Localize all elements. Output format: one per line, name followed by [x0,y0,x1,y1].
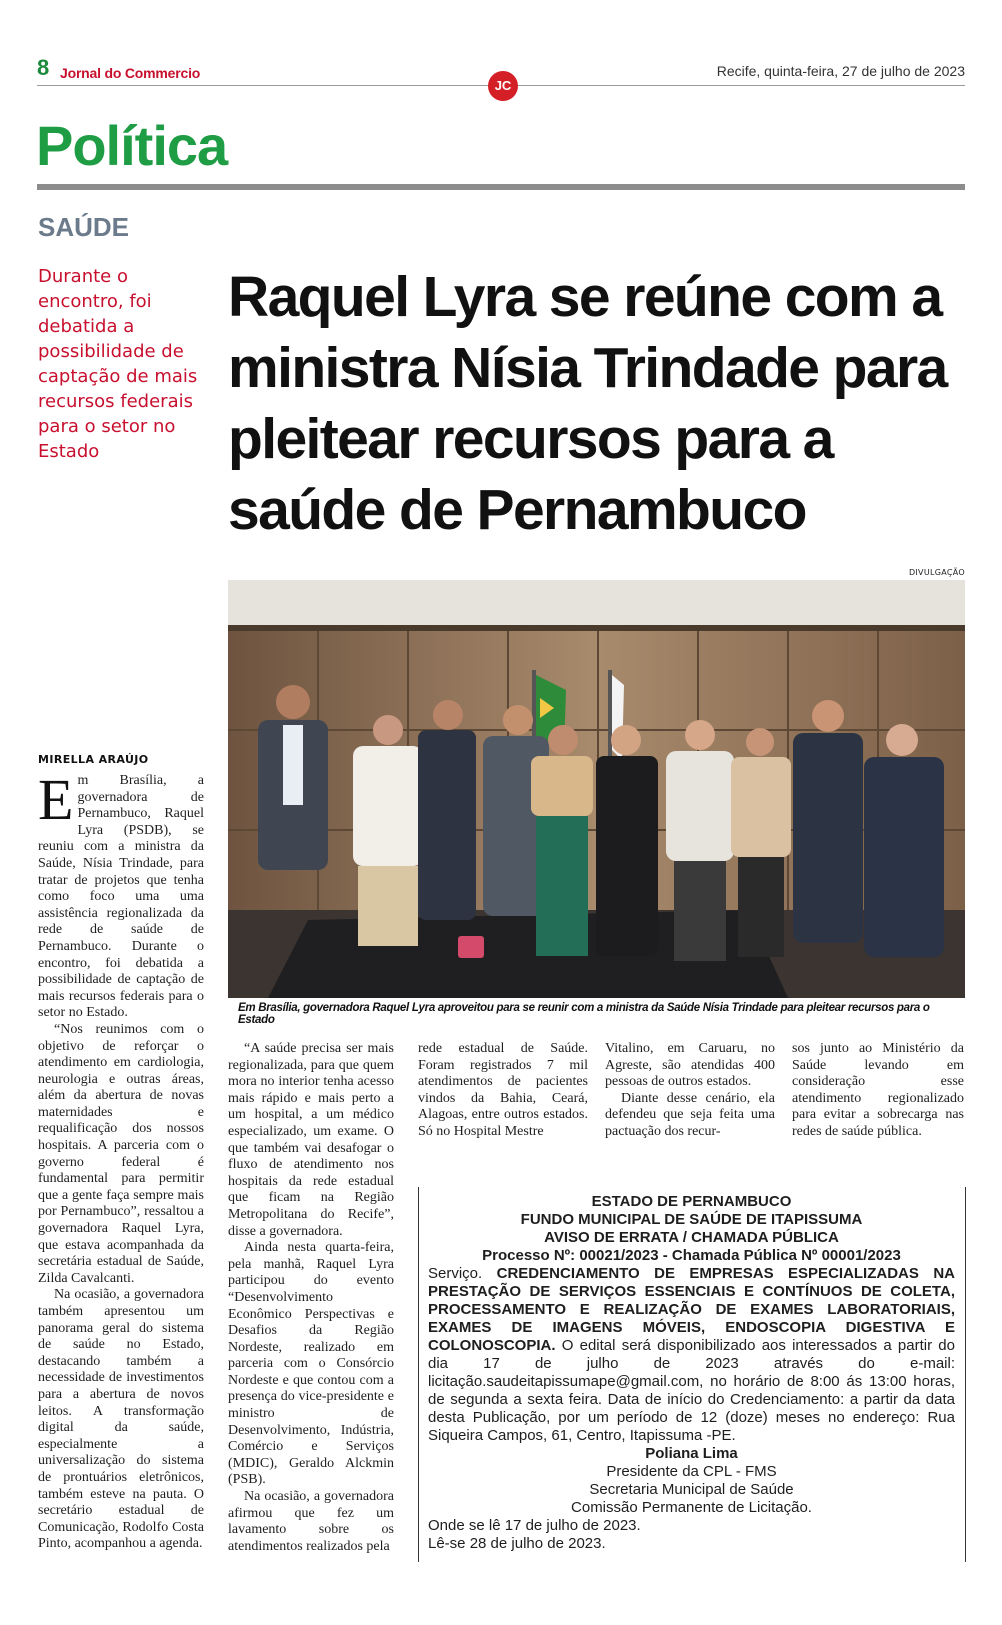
notice-process: Processo Nº: 00021/2023 - Chamada Pública Nº 00001/2023 [482,1247,901,1264]
newspaper-name: Jornal do Commercio [60,65,201,81]
article-column-1 [38,767,204,1553]
dateline: Recife, quinta-feira, 27 de julho de 2023 [716,63,965,79]
paragraph: Vitalino, em Caruaru, no Agreste, são atendidas 400 pessoas de outros estados. [605,1041,775,1090]
notice-text: O edital será disponibilizado aos interessados a partir do dia 17 de julho de 2023 através do e-mail: licitação.saudeitapissumape@gmail.com, no horário de 8:00 ás 13:00 horas, de segunda a sexta feira. Data de início do Credenciamento: a partir da data desta Publicação, por um período de 12 (doze) meses no endereço: Rua Siqueira Campos, 61, Centro, Itapissuma -PE. [428,1337,955,1444]
paragraph: Na ocasião, a governadora também apresentou um panorama geral do sistema de saúde no Estado, destacando também a necessidade de investimentos para a abertura de novos leitos. A transformação digital da saúde, especialmente a universalização do sistema de prontuários eletrônicos, também esteve na pauta. O secretário estadual de Comunicação, Rodolfo Costa Pinto, acompanhou a agenda. [38,1287,204,1552]
paragraph: Ainda nesta quarta-feira, pela manhã, Raquel Lyra participou do evento “Desenvolvimento Econômico Perspectivas e Desafios da Região Nordeste, realizado em parceria com o Consórcio Nordeste e que contou com a presença do vice-presidente e ministro de Desenvolvimento, Indústria, Comércio e Serviços (MDIC), Geraldo Alckmin (PSB). [228,1240,394,1488]
notice-state: ESTADO DE PERNAMBUCO [591,1193,792,1210]
notice-signer: Poliana Lima [645,1445,738,1462]
article-headline: Raquel Lyra se reúne com a ministra Nísia Trindade para pleitear recursos para a saúde de Pernambuco [228,265,947,542]
paragraph: Em Brasília, a governadora de Pernambuco, Raquel Lyra (PSDB), se reuniu com a ministra da Saúde, Nísia Trindade, para tratar de projetos que tenha como foco uma uma assistência regionalizada da rede de saúde de Pernambuco. Durante o encontro, foi debatida a possibilidade de captação de mais recursos federais para o setor no Estado. [38,767,204,1021]
jc-logo-badge: JC [488,71,518,101]
photo-caption: Em Brasília, governadora Raquel Lyra aproveitou para se reunir com a ministra da Saúde Nísia Trindade para pleitear recursos para o Estado [238,1002,930,1026]
notice-role: Presidente da CPL - FMS [606,1463,777,1480]
article-column-3 [418,1041,588,1141]
notice-body [428,1265,955,1445]
legal-notice-box [418,1187,966,1562]
section-rule [37,184,965,190]
section-title: Política [36,114,228,177]
notice-role: Comissão Permanente de Licitação. [571,1499,812,1516]
paragraph: “Nos reunimos com o objetivo de reforçar o atendimento em cardiologia, neurologia e outras áreas, além da abertura de novas maternidades e requalificação dos nossos hospitais. A parceria com o governo federal é fundamental para permitir que a gente faça sempre mais por Pernambuco”, ressaltou a governadora Raquel Lyra, que estava acompanhada da secretária estadual de Saúde, Zilda Cavalcanti. [38,1021,204,1286]
paragraph: Diante desse cenário, ela defendeu que seja feita uma pactuação dos recur- [605,1090,775,1139]
group-photo-illustration [228,580,965,998]
page-number: 8 [37,55,50,80]
drop-cap: E [38,767,74,832]
byline: MIRELLA ARAÚJO [38,753,149,766]
paragraph: sos junto ao Ministério da Saúde levando em consideração esse atendimento regionalizado para evitar a sobrecarga nas redes de saúde pública. [792,1041,964,1139]
notice-fund: FUNDO MUNICIPAL DE SAÚDE DE ITAPISSUMA [520,1211,863,1228]
article-column-5 [792,1041,964,1141]
paragraph: “A saúde precisa ser mais regionalizada, para que quem mora no interior tenha acesso mais rápido e mais perto a um hospital, a um médico especializado, um exame. O que também vai desafogar o fluxo de atendimento nos hospitais da rede estadual que ficam na Região Metropolitana do Recife”, disse a governadora. [228,1041,394,1239]
notice-errata-correction: Lê-se 28 de julho de 2023. [428,1535,606,1552]
notice-type: AVISO DE ERRATA / CHAMADA PÚBLICA [544,1229,839,1246]
photo-credit: DIVULGAÇÃO [908,568,965,577]
paragraph: Na ocasião, a governadora afirmou que fez um lavamento sobre os atendimentos realizados pela [228,1489,394,1554]
notice-errata-original: Onde se lê 17 de julho de 2023. [428,1517,641,1534]
notice-service: CREDENCIAMENTO DE EMPRESAS ESPECIALIZADAS NA PRESTAÇÃO DE SERVIÇOS ESSENCIAIS E CONTÍNUOS DE COLETA, PROCESSAMENTO E REALIZAÇÃO DE EXAMES LABORATORIAIS, EXAMES DE IMAGENS MÓVEIS, ENDOSCOPIA DIGESTIVA E COLONOSCOPIA. [428,1265,955,1354]
notice-role: Secretaria Municipal de Saúde [589,1481,794,1498]
article-deck: Durante o encontro, foi debatida a possibilidade de captação de mais recursos federais para o setor no Estado [38,266,198,462]
article-column-4 [605,1041,775,1141]
notice-service-label: Serviço. [428,1265,483,1282]
article-photo [228,580,965,998]
article-column-2 [228,1041,394,1555]
article-kicker: SAÚDE [38,212,130,242]
paragraph: rede estadual de Saúde. Foram registrados 7 mil atendimentos de pacientes vindos da Bahia, Ceará, Alagoas, entre outros estados. Só no Hospital Mestre [418,1041,588,1139]
